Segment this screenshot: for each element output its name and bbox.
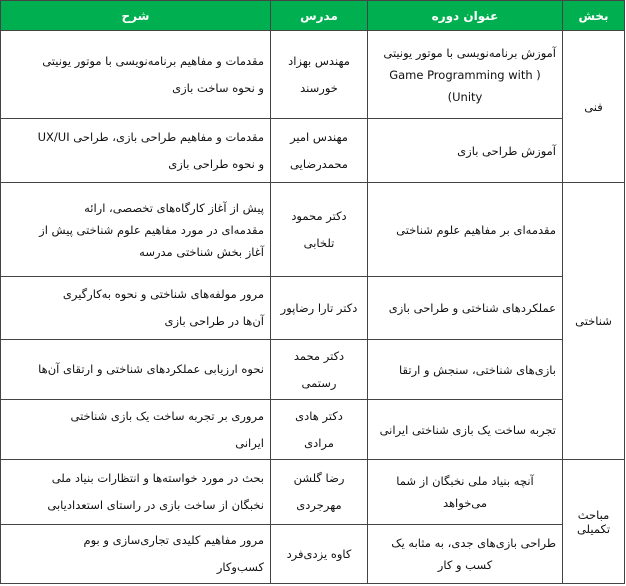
teacher-cell — [271, 31, 368, 119]
description-cell — [1, 183, 271, 277]
table-row — [1, 525, 625, 584]
title-line: کسب و کار — [437, 558, 493, 572]
table-row — [1, 31, 625, 119]
description-line: ایرانی — [235, 435, 264, 450]
teacher-line: دکتر هادی — [295, 408, 343, 423]
teacher-line: کاوه یزدی‌فرد — [286, 546, 352, 561]
description-line: مقدمات و مفاهیم برنامه‌نویسی با موتور یونیتی — [42, 53, 264, 68]
title-cell — [368, 119, 563, 183]
title-line: آنچه بنیاد ملی نخبگان از شما — [396, 474, 534, 488]
title-line: مقدمه‌ای بر مفاهیم علوم شناختی — [396, 222, 556, 237]
teacher-cell — [271, 340, 368, 400]
description-line: پیش از آغاز کارگاه‌های تخصصی، ارائه — [84, 200, 264, 215]
header-section: بخش — [563, 1, 625, 31]
teacher-line: مهرجردی — [296, 498, 342, 512]
description-cell — [1, 31, 271, 119]
title-line: آموزش طراحی بازی — [457, 143, 556, 158]
title-line: (Unity — [447, 89, 483, 104]
teacher-line: خورسند — [300, 80, 338, 95]
description-cell — [1, 400, 271, 460]
description-line: مروری بر تجربه ساخت یک بازی شناختی — [70, 408, 264, 423]
teacher-line: دکتر محمد — [293, 348, 345, 363]
teacher-line: محمدرضایی — [290, 156, 348, 171]
description-line: مقدمات و مفاهیم طراحی بازی، طراحی UX/UI — [37, 129, 264, 144]
description-cell — [1, 340, 271, 400]
description-line: و نحوه طراحی بازی — [168, 156, 264, 171]
description-cell — [1, 460, 271, 525]
table-row — [1, 183, 625, 277]
title-line: عملکردهای شناختی و طراحی بازی — [388, 301, 556, 315]
header-title: عنوان دوره — [368, 1, 563, 31]
teacher-line: مرادی — [304, 435, 334, 450]
section-cell-cognitive — [563, 183, 625, 460]
description-line: آغاز بخش شناختی مدرسه — [139, 244, 264, 259]
section-label: مباحث — [577, 507, 610, 522]
teacher-cell — [271, 525, 368, 584]
title-cell — [368, 277, 563, 340]
section-cell-technical — [563, 31, 625, 183]
teacher-line: مهندس امیر — [290, 129, 348, 144]
title-line: آموزش برنامه‌نویسی با موتور یونیتی — [383, 45, 556, 60]
title-cell — [368, 183, 563, 277]
teacher-line: دکتر محمود — [291, 208, 347, 223]
teacher-line: دکتر تارا رضاپور — [280, 300, 358, 315]
section-label: تکمیلی — [576, 521, 611, 536]
description-line: بحث در مورد خواسته‌ها و انتظارات بنیاد ملی — [51, 471, 264, 485]
description-line: نخبگان از ساخت بازی در راستای استعدادیابی — [47, 498, 264, 512]
header-row — [1, 1, 625, 31]
description-line: مرور مولفه‌های شناختی و نحوه به‌کارگیری — [62, 287, 264, 301]
description-cell — [1, 119, 271, 183]
teacher-line: تلخابی — [303, 235, 335, 250]
teacher-cell — [271, 400, 368, 460]
title-cell — [368, 525, 563, 584]
teacher-line: مهندس بهزاد — [288, 53, 350, 68]
table-row — [1, 460, 625, 525]
description-line: نحوه ارزیابی عملکردهای شناختی و ارتقای آن‌ها — [38, 362, 264, 376]
header-description: شرح — [1, 1, 271, 31]
title-cell — [368, 31, 563, 119]
title-cell — [368, 460, 563, 525]
teacher-cell — [271, 460, 368, 525]
table-row — [1, 119, 625, 183]
teacher-line: رستمی — [301, 375, 337, 390]
section-cell-supplementary — [563, 460, 625, 584]
section-label: فنی — [584, 99, 603, 114]
table-row — [1, 400, 625, 460]
title-line: تجربه ساخت یک بازی شناختی ایرانی — [379, 422, 556, 437]
teacher-line: رضا گلشن — [293, 471, 345, 485]
description-line: کسب‌و‌کار — [216, 560, 264, 574]
teacher-cell — [271, 277, 368, 340]
description-line: مقدمه‌ای در مورد مفاهیم علوم شناختی پیش از — [39, 222, 264, 237]
description-line: و نحوه ساخت بازی — [172, 80, 264, 95]
title-line: می‌خواهد — [442, 496, 488, 510]
description-line: مرور مفاهیم کلیدی تجاری‌سازی و بوم — [83, 533, 264, 547]
description-cell — [1, 277, 271, 340]
table-row — [1, 340, 625, 400]
description-line: آن‌ها در طراحی بازی — [164, 314, 264, 328]
header-teacher: مدرس — [271, 1, 368, 31]
title-cell — [368, 340, 563, 400]
title-cell — [368, 400, 563, 460]
table-row — [1, 277, 625, 340]
teacher-cell — [271, 119, 368, 183]
section-label: شناختی — [575, 314, 612, 328]
description-cell — [1, 525, 271, 584]
teacher-cell — [271, 183, 368, 277]
title-line: Game Programming with ) — [389, 67, 541, 82]
title-line: بازی‌های شناختی، سنجش و ارتقا — [399, 362, 556, 377]
title-line: طراحی بازی‌های جدی، به مثابه یک — [391, 536, 556, 550]
